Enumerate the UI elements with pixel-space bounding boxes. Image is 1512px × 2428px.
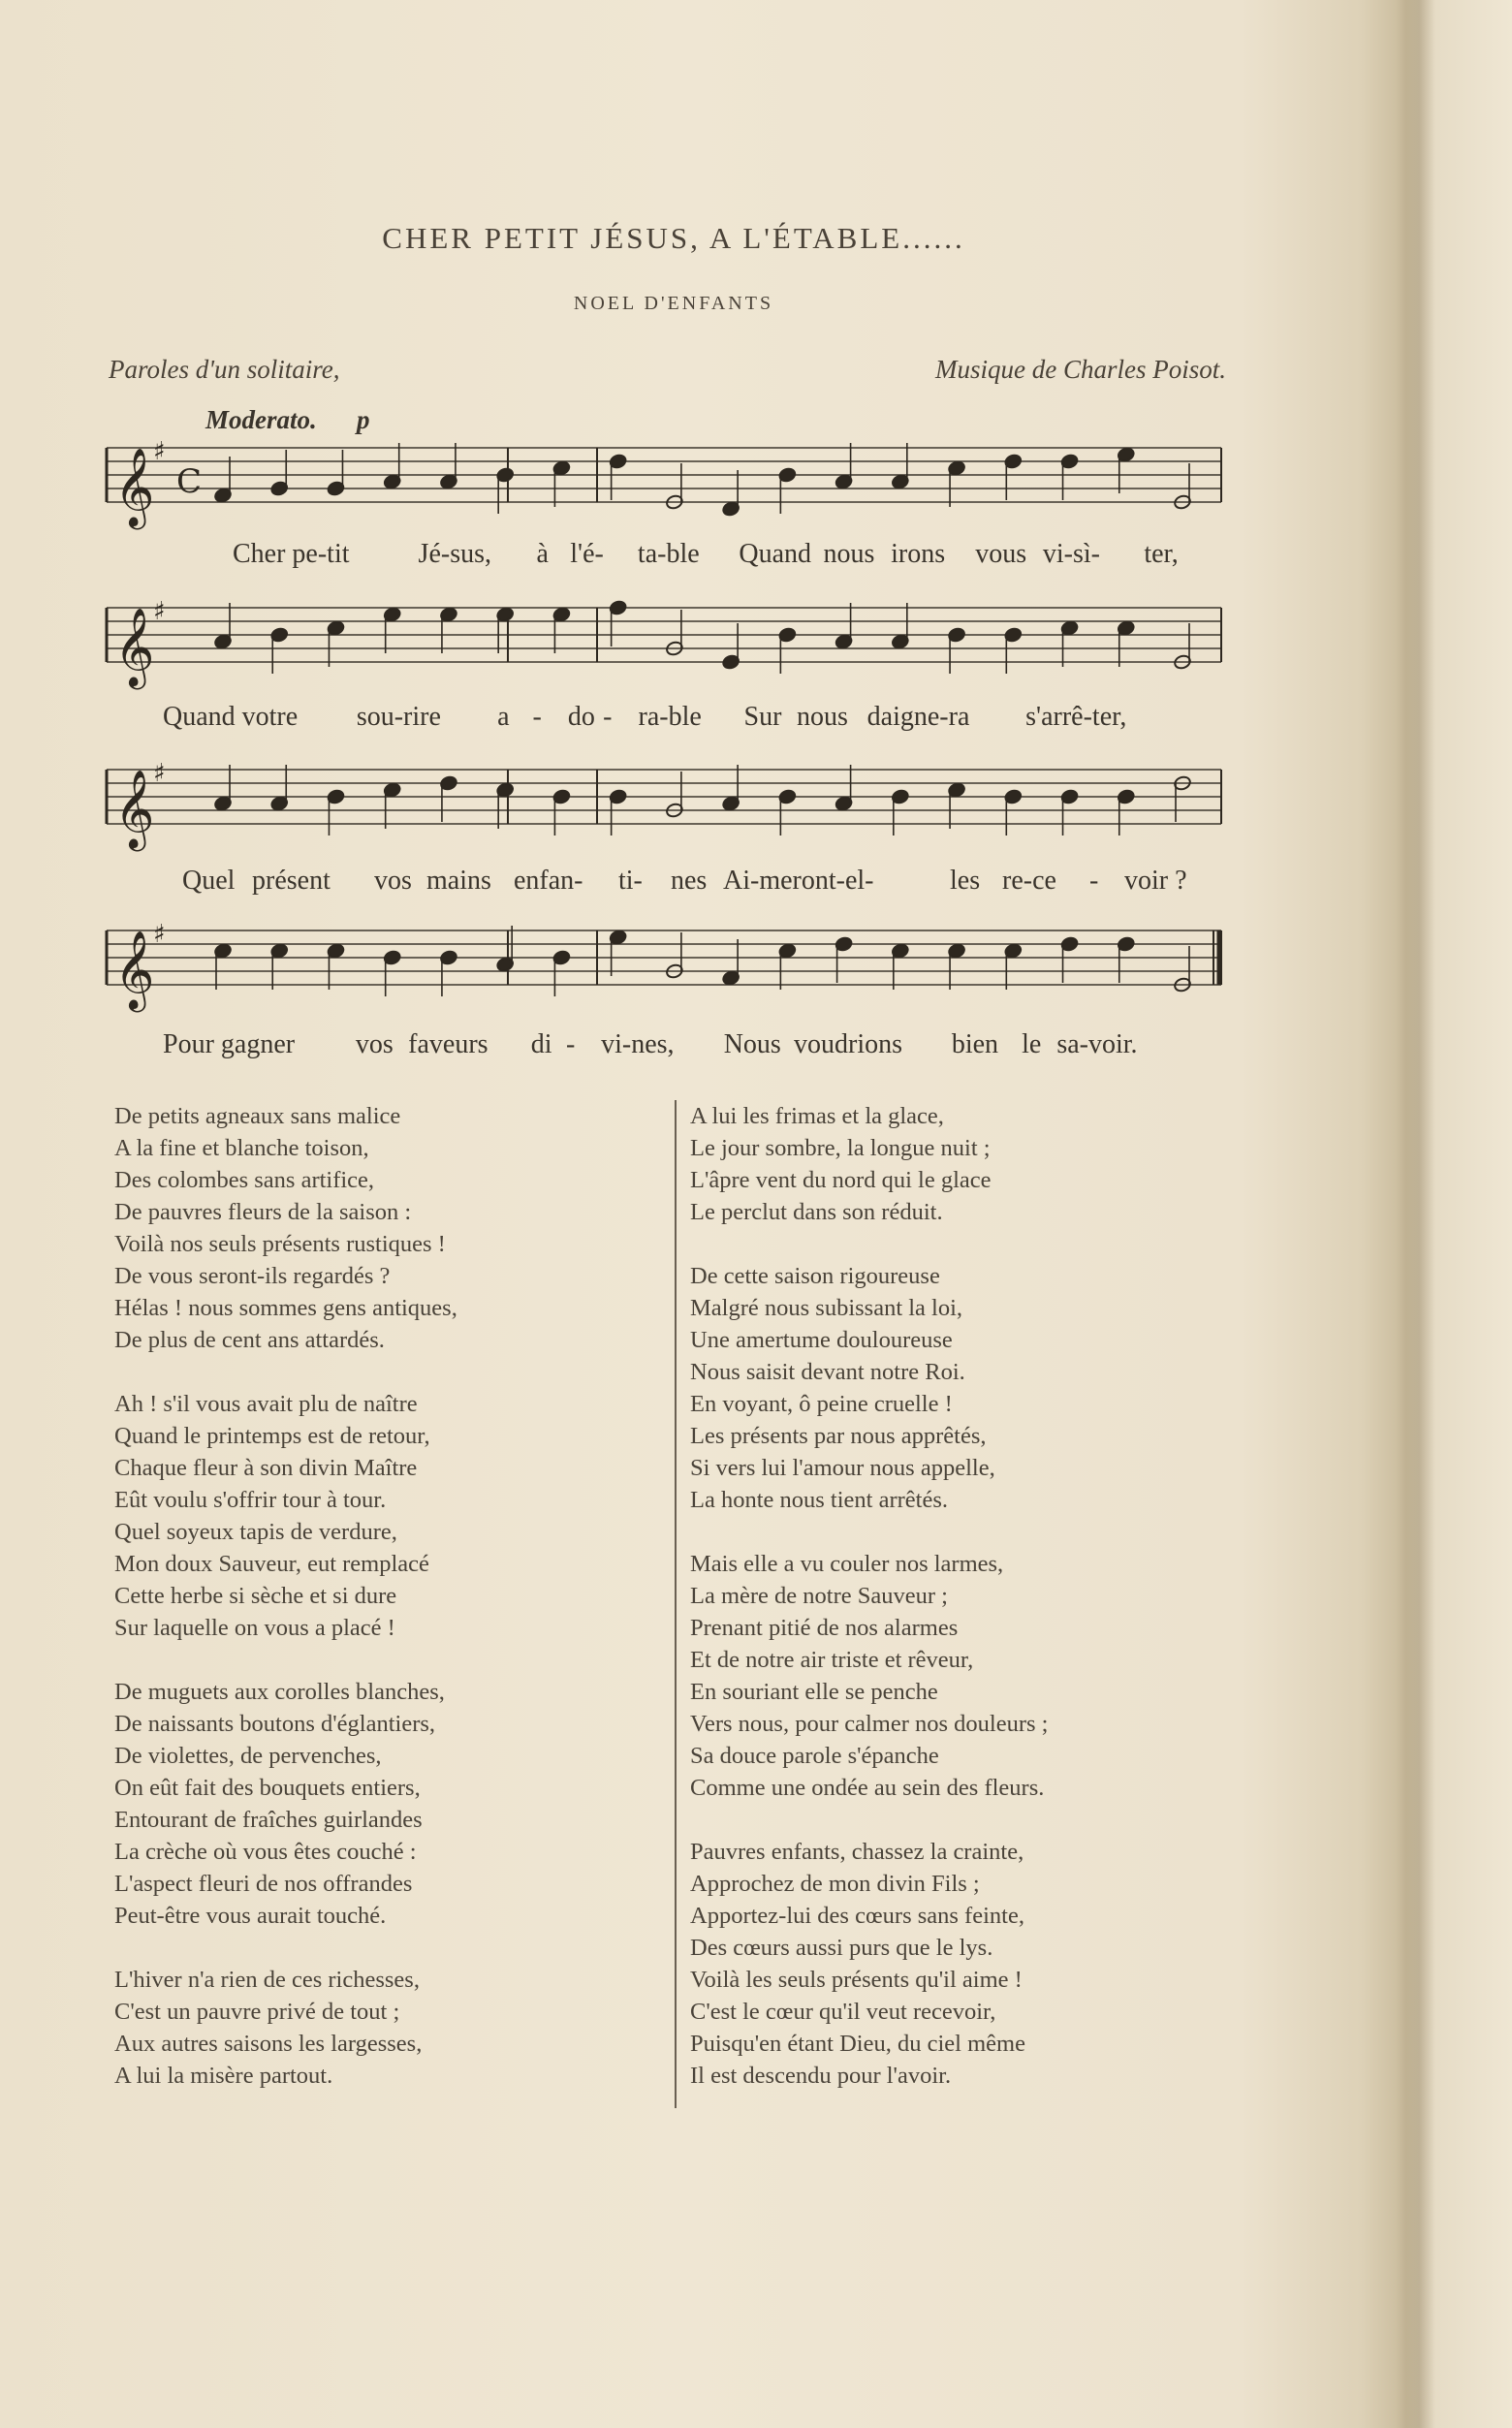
verse-line: Malgré nous subissant la loi, (690, 1295, 963, 1321)
stanza (690, 1260, 1272, 1516)
verse-line: Prenant pitié de nos alarmes (690, 1615, 959, 1641)
lyric-syllable: les (950, 866, 981, 896)
verse-line: L'âpre vent du nord qui le glace (690, 1167, 992, 1193)
dynamic-marking: p (357, 405, 370, 434)
lyric-syllable: ter, (1144, 539, 1179, 569)
verse-line: De plus de cent ans attardés. (114, 1327, 385, 1353)
verse-line: Hélas ! nous sommes gens antiques, (114, 1295, 457, 1321)
song-title: CHER PETIT JÉSUS, A L'ÉTABLE...... (382, 221, 965, 255)
lyric-syllable: a (497, 702, 510, 732)
lyric-syllable: à (536, 539, 549, 569)
verse-line: Des cœurs aussi purs que le lys. (690, 1935, 993, 1961)
sharp-icon: ♯ (153, 920, 166, 949)
lyric-syllable: vos (355, 1029, 394, 1059)
lyric-syllable: do (567, 702, 595, 732)
verse-line: A lui les frimas et la glace, (690, 1103, 944, 1129)
verse-line: De muguets aux corolles blanches, (114, 1679, 445, 1705)
verse-line: En voyant, ô peine cruelle ! (690, 1391, 953, 1417)
verse-line: De cette saison rigoureuse (690, 1263, 940, 1289)
verse-line: Vers nous, pour calmer nos douleurs ; (690, 1711, 1049, 1737)
sharp-icon: ♯ (153, 759, 166, 788)
lyric-syllable: Nous (723, 1029, 781, 1059)
stanza (114, 1964, 677, 2092)
verse-line: Voilà les seuls présents qu'il aime ! (690, 1967, 1023, 1993)
lyric-syllable: le (1022, 1029, 1042, 1059)
verse-line: De vous seront-ils regardés ? (114, 1263, 391, 1289)
verse-line: Peut-être vous aurait touché. (114, 1903, 387, 1929)
lyric-syllable: nes (671, 866, 708, 896)
verse-line: De petits agneaux sans malice (114, 1103, 401, 1129)
lyric-syllable: ra-ble (638, 702, 702, 732)
lyric-syllable: voir ? (1124, 866, 1187, 896)
lyric-syllable: - (532, 702, 542, 732)
lyric-syllable: nous (797, 702, 848, 732)
lyric-syllable: Quel (182, 866, 236, 896)
verse-line: Cette herbe si sèche et si dure (114, 1583, 397, 1609)
lyric-syllable: enfan- (514, 866, 583, 896)
verse-line: Une amertume douloureuse (690, 1327, 953, 1353)
stanza (690, 1836, 1272, 2092)
verse-line: Approchez de mon divin Fils ; (690, 1871, 980, 1897)
lyric-syllable: faveurs (408, 1029, 488, 1059)
lyric-syllable: vi-sì- (1042, 539, 1100, 569)
music-staff-4 (87, 909, 1241, 1016)
stanza-column-right (690, 1100, 1272, 2124)
verse-line: A lui la misère partout. (114, 2063, 333, 2089)
time-signature: C (176, 462, 203, 501)
sharp-icon: ♯ (153, 437, 166, 466)
lyric-syllable: ti- (618, 866, 643, 896)
lyric-syllable: Quand votre (163, 702, 299, 732)
verse-line: De naissants boutons d'églantiers, (114, 1711, 436, 1737)
lyric-syllable: Quand (739, 539, 812, 569)
verse-line: Les présents par nous apprêtés, (690, 1423, 987, 1449)
lyric-syllable: daigne-ra (866, 702, 970, 732)
stanza (690, 1548, 1272, 1804)
lyric-syllable: mains (426, 866, 491, 896)
verse-line: Mais elle a vu couler nos larmes, (690, 1551, 1004, 1577)
lyric-syllable: Jé-sus, (418, 539, 491, 569)
verse-line: Ah ! s'il vous avait plu de naître (114, 1391, 418, 1417)
lyric-syllable: l'é- (570, 539, 604, 569)
stanza (114, 1388, 677, 1644)
lyric-syllable: Pour gagner (163, 1029, 296, 1059)
verse-line: Le jour sombre, la longue nuit ; (690, 1135, 991, 1161)
verse-line: De violettes, de pervenches, (114, 1743, 382, 1769)
verse-line: L'hiver n'a rien de ces richesses, (114, 1967, 420, 1993)
lyric-syllable: re-ce (1002, 866, 1056, 896)
song-subtitle: NOEL D'ENFANTS (573, 293, 774, 314)
lyric-syllable: irons (891, 539, 946, 569)
verse-line: De pauvres fleurs de la saison : (114, 1199, 412, 1225)
verse-line: Eût voulu s'offrir tour à tour. (114, 1487, 387, 1513)
verse-line: Aux autres saisons les largesses, (114, 2031, 423, 2057)
verse-line: La honte nous tient arrêtés. (690, 1487, 949, 1513)
verse-line: Nous saisit devant notre Roi. (690, 1359, 965, 1385)
lyric-syllable: - (603, 702, 613, 732)
treble-clef-icon: 𝄞 (114, 607, 155, 686)
verse-line: Il est descendu pour l'avoir. (690, 2063, 952, 2089)
page-gutter-shadow (1396, 0, 1434, 2428)
verse-line: Mon doux Sauveur, eut remplacé (114, 1551, 429, 1577)
music-staff-1 (87, 426, 1241, 533)
lyric-syllable: voudrions (794, 1029, 903, 1059)
verse-line: Des colombes sans artifice, (114, 1167, 375, 1193)
lyric-syllable: vos (374, 866, 412, 896)
verse-line: A la fine et blanche toison, (114, 1135, 369, 1161)
lyric-syllable: Ai-meront-el- (723, 866, 874, 896)
verse-line: Voilà nos seuls présents rustiques ! (114, 1231, 446, 1257)
lyric-syllable: - (565, 1029, 576, 1059)
verse-line: Entourant de fraîches guirlandes (114, 1807, 423, 1833)
stanza (114, 1100, 677, 1356)
verse-line: Sur laquelle on vous a placé ! (114, 1615, 395, 1641)
stanza (114, 1676, 677, 1932)
lyric-syllable: - (1089, 866, 1099, 896)
verse-line: C'est le cœur qu'il veut recevoir, (690, 1999, 996, 2025)
tempo-marking: Moderato. (205, 405, 317, 434)
verse-line: La mère de notre Sauveur ; (690, 1583, 948, 1609)
lyric-syllable: Cher pe-tit (233, 539, 350, 569)
verse-line: L'aspect fleuri de nos offrandes (114, 1871, 413, 1897)
lyric-syllable: nous (823, 539, 875, 569)
verse-line: C'est un pauvre privé de tout ; (114, 1999, 400, 2025)
stanza (690, 1100, 1272, 1228)
music-staff-2 (87, 586, 1241, 693)
verse-line: Chaque fleur à son divin Maître (114, 1455, 418, 1481)
lyric-syllable: s'arrê-ter, (1025, 702, 1127, 732)
verse-line: Quel soyeux tapis de verdure, (114, 1519, 397, 1545)
lyric-syllable: di (530, 1029, 552, 1059)
verse-line: Si vers lui l'amour nous appelle, (690, 1455, 995, 1481)
verse-line: En souriant elle se penche (690, 1679, 938, 1705)
lyric-syllable: ta-ble (637, 539, 700, 569)
lyricist-credit: Paroles d'un solitaire, (109, 355, 340, 384)
lyric-syllable: sa-voir. (1056, 1029, 1138, 1059)
verse-line: Puisqu'en étant Dieu, du ciel même (690, 2031, 1025, 2057)
composer-credit: Musique de Charles Poisot. (935, 355, 1226, 384)
verse-line: La crèche où vous êtes couché : (114, 1839, 417, 1865)
lyric-syllable: sou-rire (356, 702, 441, 732)
verse-line: Le perclut dans son réduit. (690, 1199, 943, 1225)
stanza-column-left (114, 1100, 677, 2124)
treble-clef-icon: 𝄞 (114, 769, 155, 848)
treble-clef-icon: 𝄞 (114, 447, 155, 526)
verse-line: On eût fait des bouquets entiers, (114, 1775, 421, 1801)
verse-line: Et de notre air triste et rêveur, (690, 1647, 974, 1673)
verse-line: Quand le printemps est de retour, (114, 1423, 430, 1449)
verse-line: Sa douce parole s'épanche (690, 1743, 939, 1769)
lyric-syllable: bien (951, 1029, 999, 1059)
lyric-syllable: vous (975, 539, 1027, 569)
verse-line: Comme une ondée au sein des fleurs. (690, 1775, 1045, 1801)
treble-clef-icon: 𝄞 (114, 930, 155, 1009)
verse-line: Pauvres enfants, chassez la crainte, (690, 1839, 1024, 1865)
music-staff-3 (87, 748, 1241, 855)
verse-line: Apportez-lui des cœurs sans feinte, (690, 1903, 1024, 1929)
lyric-syllable: vi-nes, (601, 1029, 675, 1059)
lyric-syllable: Sur (743, 702, 782, 732)
sharp-icon: ♯ (153, 597, 166, 626)
lyric-syllable: présent (252, 866, 331, 896)
